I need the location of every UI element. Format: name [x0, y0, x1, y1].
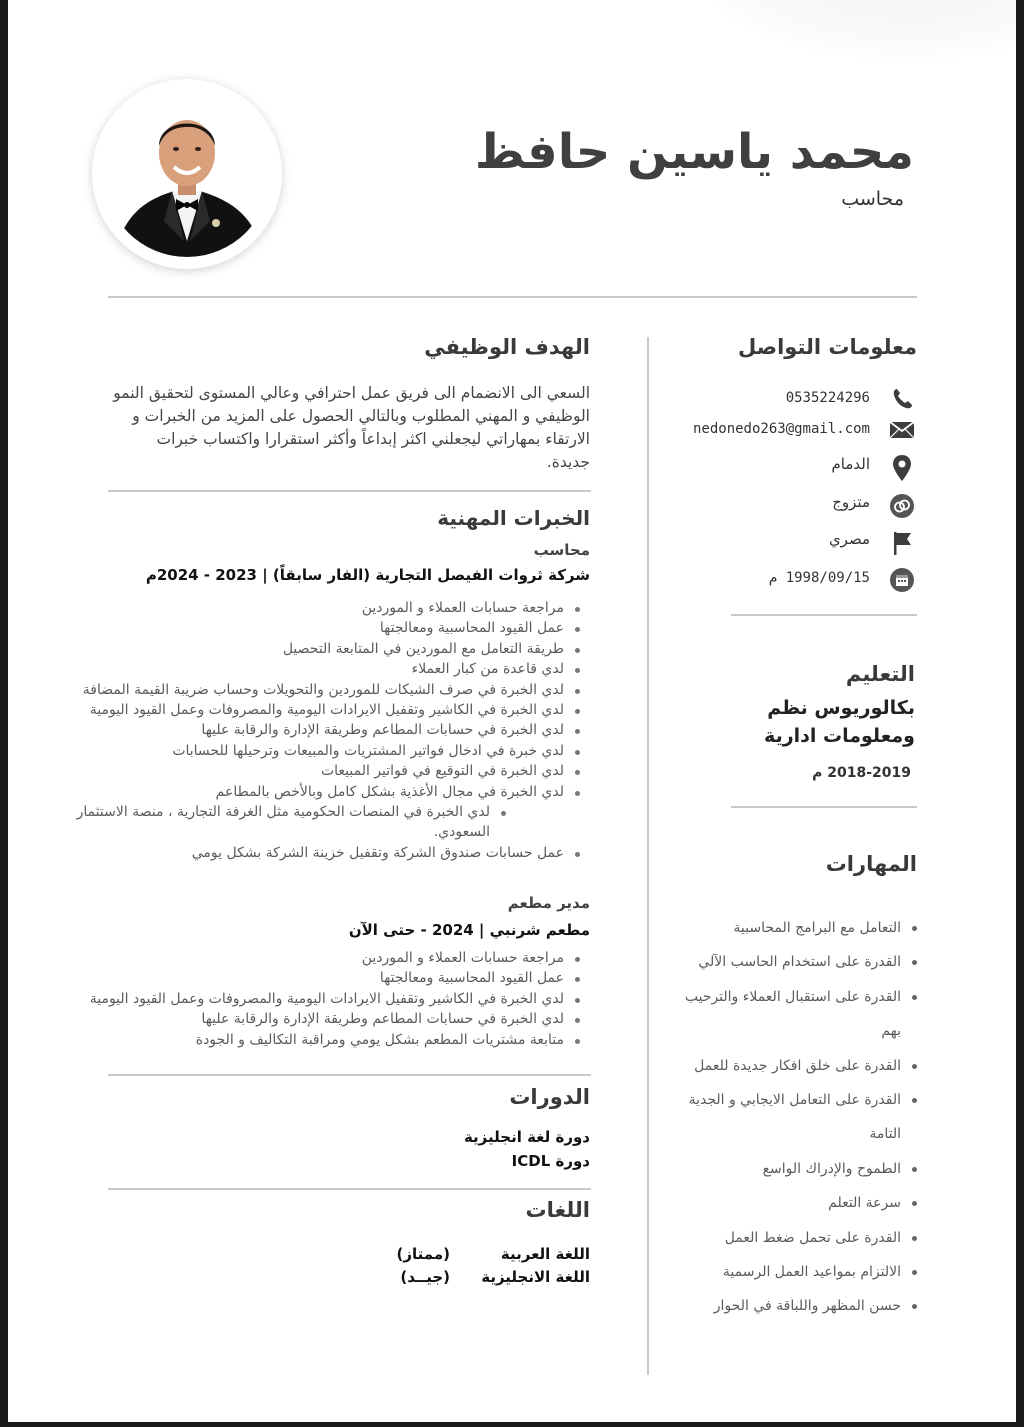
course-item: دورة ICDL — [511, 1152, 590, 1170]
skill-item: التعامل مع البرامج المحاسبية — [667, 911, 917, 945]
skill-item: القدرة على خلق افكار جديدة للعمل — [667, 1049, 917, 1083]
skill-item: القدرة على استخدام الحاسب الآلي — [667, 945, 917, 979]
rings-icon — [888, 492, 916, 520]
duty-item: لدي قاعدة من كبار العملاء — [50, 659, 590, 679]
objective-divider — [108, 490, 591, 492]
duty-item: لدي الخبرة في التوقيع في فواتير المبيعات — [50, 761, 590, 781]
mail-icon — [888, 416, 916, 444]
phone-value: 0535224296 — [785, 390, 870, 406]
contact-birthdate — [676, 565, 916, 595]
calendar-icon — [888, 566, 916, 594]
job-1-duties — [50, 598, 590, 863]
course-item: دورة لغة انجليزية — [463, 1128, 590, 1146]
location-value: الدمام — [831, 455, 870, 473]
education-heading: التعليم — [845, 662, 915, 686]
education-divider — [731, 806, 917, 808]
language-level: (ممتاز) — [396, 1245, 450, 1263]
degree-line-1: بكالوريوس نظم — [767, 697, 915, 719]
job-2-duties-wrap — [50, 948, 590, 1050]
skill-item: حسن المظهر واللباقة في الحوار — [667, 1289, 917, 1323]
degree-line-2: ومعلومات ادارية — [764, 725, 915, 747]
duty-item: عمل القيود المحاسبية ومعالجتها — [50, 968, 590, 988]
contact-email — [676, 416, 916, 446]
duty-item: لدي الخبرة في المنصات الحكومية مثل الغرفة التجارية ، منصة الاستثمار السعودي. — [50, 802, 516, 843]
education-years: 2018-2019 م — [812, 765, 911, 781]
full-name: محمد ياسين حافظ — [474, 124, 914, 180]
language-row — [370, 1243, 590, 1266]
duty-item: طريقة التعامل مع الموردين في المتابعة التحصيل — [50, 639, 590, 659]
contact-nationality — [676, 527, 916, 557]
corner-shade — [698, 0, 1016, 60]
courses-list — [464, 1125, 590, 1173]
duty-item: لدي خبرة في ادخال فواتير المشتريات والمبيعات وترحيلها للحسابات — [50, 741, 590, 761]
job-1-role: محاسب — [533, 541, 590, 559]
contact-location — [676, 452, 916, 482]
experience-heading: الخبرات المهنية — [437, 506, 590, 530]
skill-item: الطموح والإدراك الواسع — [667, 1152, 917, 1186]
degree-name — [764, 694, 915, 750]
skills-heading: المهارات — [825, 852, 917, 876]
flag-icon — [888, 529, 916, 557]
contact-divider — [731, 614, 917, 616]
duty-item: لدي الخبرة في الكاشير وتقفيل الايرادات اليومية والمصروفات وعمل القيود اليومية — [50, 700, 590, 720]
nationality-value: مصري — [828, 530, 870, 548]
job-2-duties — [50, 948, 590, 1050]
courses-divider — [108, 1188, 591, 1190]
job-title: محاسب — [841, 188, 904, 210]
header-divider — [108, 296, 917, 298]
job-1-company: شركة ثروات الفيصل التجارية (الفار سابقاً) | 2023 - 2024م — [145, 566, 590, 584]
job-2-role: مدير مطعم — [507, 894, 590, 912]
duty-item: لدي الخبرة في حسابات المطاعم وطريقة الإدارة والرقابة عليها — [50, 1009, 590, 1029]
resume-page — [8, 0, 1016, 1422]
languages-heading: اللغات — [525, 1198, 590, 1222]
marital-status-value: متزوج — [832, 493, 870, 511]
duty-item: لدي الخبرة في حسابات المطاعم وطريقة الإدارة والرقابة عليها — [50, 720, 590, 740]
skills-list — [667, 911, 917, 1324]
duty-item: لدي الخبرة في الكاشير وتقفيل الايرادات اليومية والمصروفات وعمل القيود اليومية — [50, 989, 590, 1009]
objective-heading: الهدف الوظيفي — [424, 335, 590, 359]
objective-text: السعي الى الانضمام الى فريق عمل احترافي وعالي المستوى لتحقيق النمو الوظيفي و المهني المطلوب وبالتالي الحصول على المزيد من الخبرات و الارتقاء بمهاراتي ليجعلني اكثر إبداعاً وأكثر استقرارا واكتساب خبرات جديدة. — [113, 384, 590, 471]
duty-item: مراجعة حسابات العملاء و الموردين — [50, 598, 590, 618]
duty-item: لدي الخبرة في مجال الأغذية بشكل كامل وبالأخص بالمطاعم — [50, 782, 590, 802]
skills-list-wrap — [667, 911, 917, 1324]
birthdate-value: 1998/09/15 م — [768, 570, 870, 586]
email-value[interactable]: nedonedo263@gmail.com — [692, 421, 870, 437]
language-level: (جيــد) — [400, 1268, 450, 1286]
skill-item: القدرة على التعامل الايجابي و الجدية التامة — [667, 1083, 917, 1152]
skill-item: القدرة على تحمل ضغط العمل — [667, 1221, 917, 1255]
contact-heading: معلومات التواصل — [738, 335, 917, 359]
skill-item: القدرة على استقبال العملاء والترحيب بهم — [667, 980, 917, 1049]
phone-icon — [888, 385, 916, 413]
duty-item: لدي الخبرة في صرف الشيكات للموردين والتحويلات وحساب ضريبة القيمة المضافة — [50, 680, 590, 700]
job-1-duties-wrap — [50, 598, 590, 863]
experience-divider — [108, 1074, 591, 1076]
column-divider — [647, 337, 649, 1375]
language-row — [370, 1266, 590, 1289]
person-portrait-icon — [104, 91, 270, 257]
duty-item: متابعة مشتريات المطعم بشكل يومي ومراقبة التكاليف و الجودة — [50, 1030, 590, 1050]
job-2-company: مطعم شرنبي | 2024 - حتى الآن — [348, 921, 590, 939]
skill-item: الالتزام بمواعيد العمل الرسمية — [667, 1255, 917, 1289]
duty-item: عمل القيود المحاسبية ومعالجتها — [50, 618, 590, 638]
contact-phone — [676, 385, 916, 415]
language-name: اللغة الانجليزية — [481, 1268, 590, 1286]
profile-photo — [104, 91, 270, 257]
location-pin-icon — [888, 454, 916, 482]
duty-item: مراجعة حسابات العملاء و الموردين — [50, 948, 590, 968]
skill-item: سرعة التعلم — [667, 1186, 917, 1220]
contact-marital-status — [676, 490, 916, 520]
profile-photo-frame — [92, 79, 282, 269]
courses-heading: الدورات — [509, 1085, 590, 1109]
languages-list — [370, 1243, 590, 1289]
duty-item: عمل حسابات صندوق الشركة وتقفيل خزينة الشركة بشكل يومي — [50, 843, 590, 863]
language-name: اللغة العربية — [500, 1245, 590, 1263]
